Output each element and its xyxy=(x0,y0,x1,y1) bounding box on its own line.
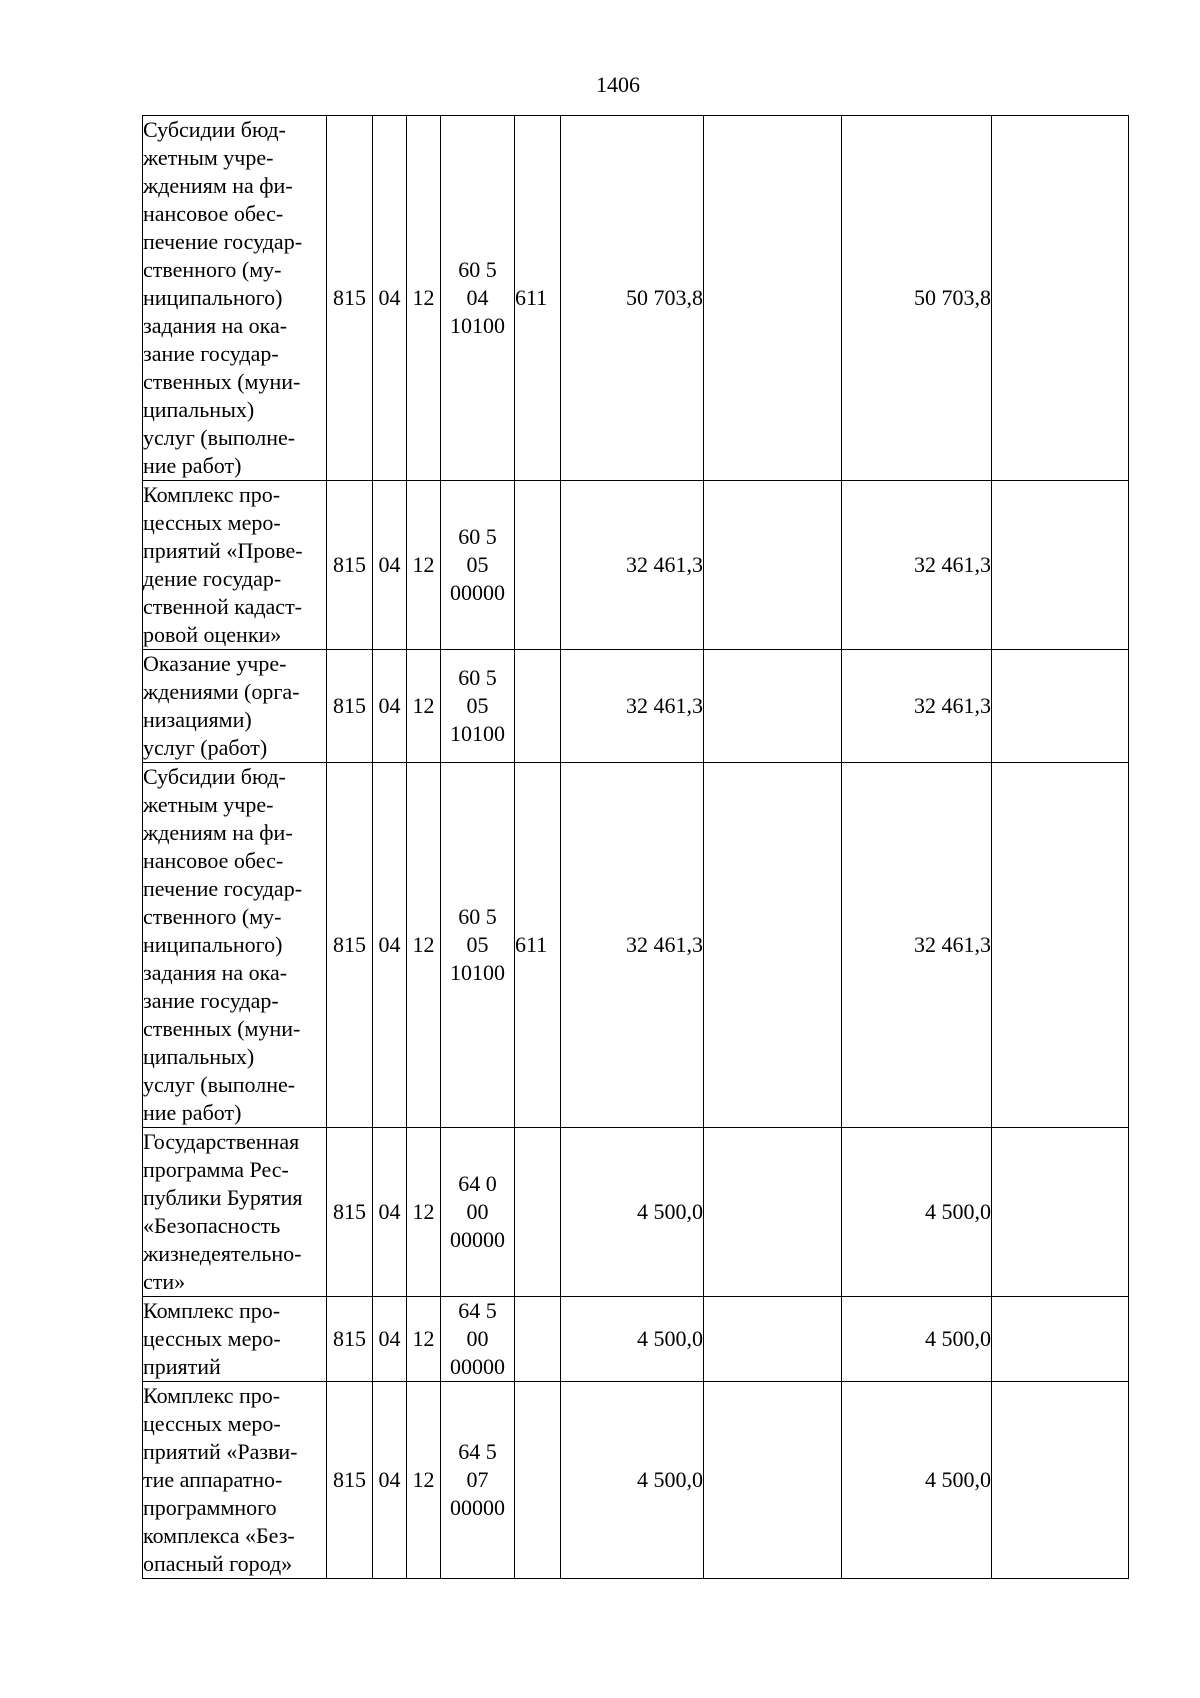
amount-cell-3: 32 461,3 xyxy=(842,650,992,763)
grbs-code-cell: 815 xyxy=(327,763,373,1128)
amount-cell: 4 500,0 xyxy=(561,1128,704,1297)
table-row xyxy=(143,1297,1129,1382)
table-row xyxy=(143,763,1129,1128)
row-name-cell: Комплекс про- цессных меро- приятий «Прове- дение государ- ственной кадаст- ровой оценки» xyxy=(143,481,327,650)
grbs-code-cell: 815 xyxy=(327,116,373,481)
expense-type-cell xyxy=(515,1297,561,1382)
target-article-cell: 60 5 05 10100 xyxy=(441,763,515,1128)
amount-cell-2 xyxy=(704,116,842,481)
section-code-cell: 04 xyxy=(373,481,407,650)
amount-cell-4 xyxy=(992,116,1129,481)
amount-cell: 32 461,3 xyxy=(561,763,704,1128)
amount-cell-3: 4 500,0 xyxy=(842,1382,992,1579)
subsection-code-cell: 12 xyxy=(407,116,441,481)
section-code-cell: 04 xyxy=(373,1297,407,1382)
row-name-cell: Комплекс про- цессных меро- приятий xyxy=(143,1297,327,1382)
amount-cell-3: 32 461,3 xyxy=(842,481,992,650)
row-name-cell: Субсидии бюд- жетным учре- ждениям на фи- нансовое обес- печение государ- ственного (му- ниципального) задания на ока- зание государ- ственных (муни- ципальных) услуг (выполне- ние работ) xyxy=(143,116,327,481)
subsection-code-cell: 12 xyxy=(407,1297,441,1382)
amount-cell-4 xyxy=(992,650,1129,763)
grbs-code-cell: 815 xyxy=(327,481,373,650)
section-code-cell: 04 xyxy=(373,763,407,1128)
amount-cell: 4 500,0 xyxy=(561,1297,704,1382)
amount-cell-2 xyxy=(704,650,842,763)
grbs-code-cell: 815 xyxy=(327,650,373,763)
expense-type-cell xyxy=(515,481,561,650)
amount-cell-3: 4 500,0 xyxy=(842,1128,992,1297)
grbs-code-cell: 815 xyxy=(327,1297,373,1382)
table-row xyxy=(143,1128,1129,1297)
table-row xyxy=(143,650,1129,763)
amount-cell-4 xyxy=(992,481,1129,650)
subsection-code-cell: 12 xyxy=(407,763,441,1128)
amount-cell-4 xyxy=(992,1128,1129,1297)
table-row xyxy=(143,1382,1129,1579)
amount-cell-2 xyxy=(704,1128,842,1297)
amount-cell: 32 461,3 xyxy=(561,481,704,650)
amount-cell-3: 50 703,8 xyxy=(842,116,992,481)
target-article-cell: 60 5 05 10100 xyxy=(441,650,515,763)
amount-cell: 50 703,8 xyxy=(561,116,704,481)
section-code-cell: 04 xyxy=(373,1128,407,1297)
amount-cell-3: 32 461,3 xyxy=(842,763,992,1128)
amount-cell: 32 461,3 xyxy=(561,650,704,763)
subsection-code-cell: 12 xyxy=(407,481,441,650)
amount-cell-2 xyxy=(704,763,842,1128)
row-name-cell: Государственная программа Рес- публики Бурятия «Безопасность жизнедеятельно- сти» xyxy=(143,1128,327,1297)
amount-cell-3: 4 500,0 xyxy=(842,1297,992,1382)
page-number: 1406 xyxy=(596,72,640,97)
expense-type-cell xyxy=(515,650,561,763)
grbs-code-cell: 815 xyxy=(327,1382,373,1579)
target-article-cell: 64 0 00 00000 xyxy=(441,1128,515,1297)
table-row xyxy=(143,481,1129,650)
amount-cell-4 xyxy=(992,1297,1129,1382)
expense-type-cell xyxy=(515,1382,561,1579)
row-name-cell: Оказание учре- ждениями (орга- низациями) услуг (работ) xyxy=(143,650,327,763)
target-article-cell: 60 5 04 10100 xyxy=(441,116,515,481)
grbs-code-cell: 815 xyxy=(327,1128,373,1297)
expense-type-cell: 611 xyxy=(515,763,561,1128)
section-code-cell: 04 xyxy=(373,116,407,481)
expense-type-cell: 611 xyxy=(515,116,561,481)
section-code-cell: 04 xyxy=(373,1382,407,1579)
row-name-cell: Субсидии бюд- жетным учре- ждениям на фи- нансовое обес- печение государ- ственного (му- ниципального) задания на ока- зание государ- ственных (муни- ципальных) услуг (выполне- ние работ) xyxy=(143,763,327,1128)
target-article-cell: 64 5 07 00000 xyxy=(441,1382,515,1579)
subsection-code-cell: 12 xyxy=(407,1382,441,1579)
section-code-cell: 04 xyxy=(373,650,407,763)
amount-cell-4 xyxy=(992,1382,1129,1579)
subsection-code-cell: 12 xyxy=(407,1128,441,1297)
amount-cell: 4 500,0 xyxy=(561,1382,704,1579)
subsection-code-cell: 12 xyxy=(407,650,441,763)
table-row xyxy=(143,116,1129,481)
row-name-cell: Комплекс про- цессных меро- приятий «Разви- тие аппаратно- программного комплекса «Без- опасный город» xyxy=(143,1382,327,1579)
amount-cell-4 xyxy=(992,763,1129,1128)
expense-type-cell xyxy=(515,1128,561,1297)
budget-table xyxy=(142,115,1129,1579)
amount-cell-2 xyxy=(704,481,842,650)
target-article-cell: 64 5 00 00000 xyxy=(441,1297,515,1382)
target-article-cell: 60 5 05 00000 xyxy=(441,481,515,650)
amount-cell-2 xyxy=(704,1382,842,1579)
amount-cell-2 xyxy=(704,1297,842,1382)
